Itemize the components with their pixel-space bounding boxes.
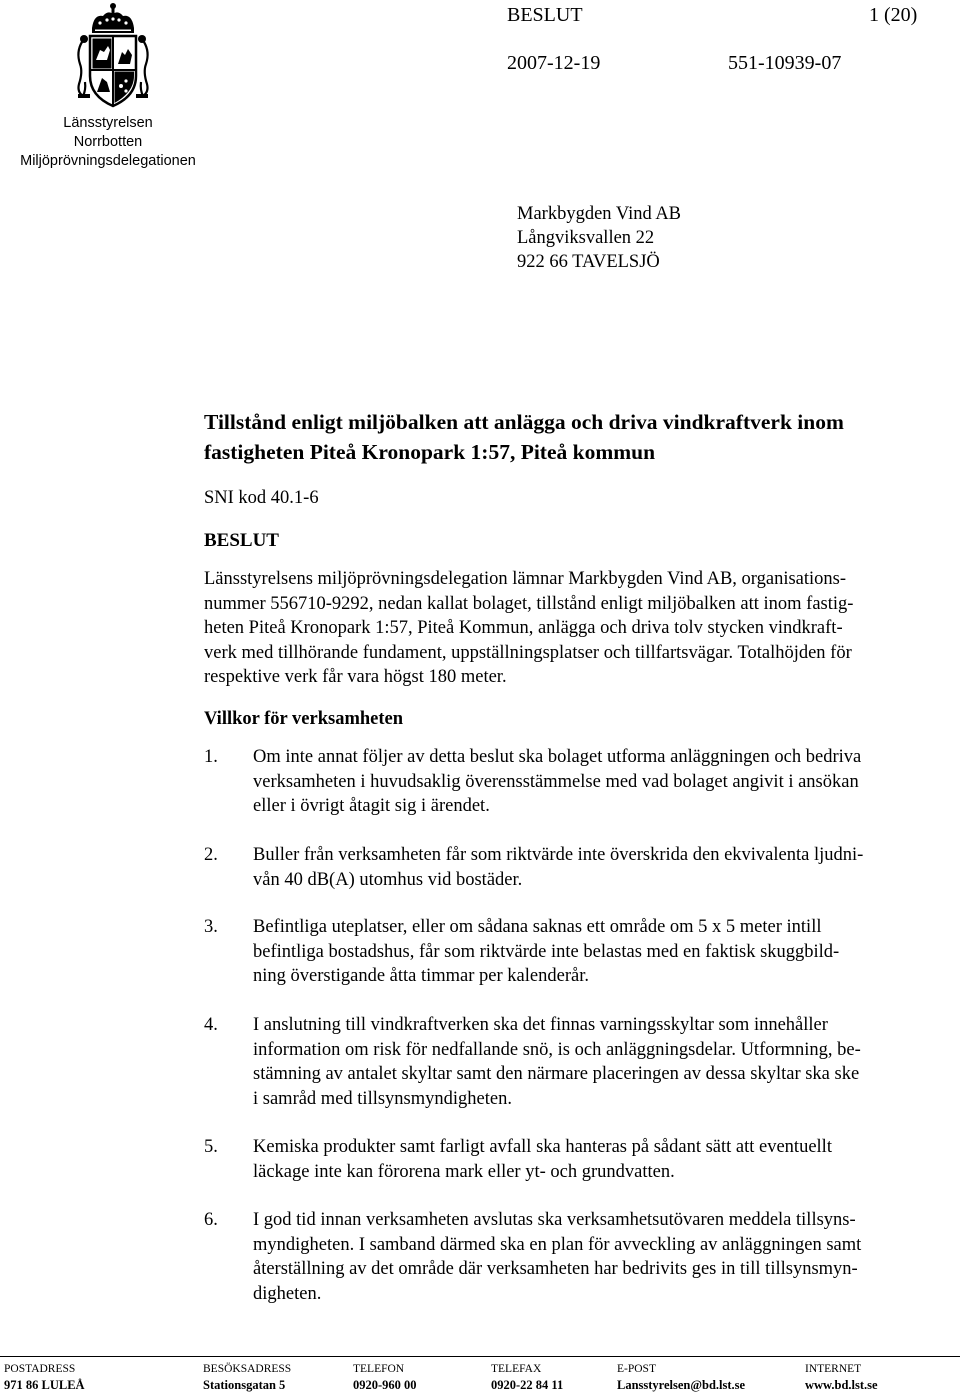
recipient-line: Markbygden Vind AB (517, 204, 682, 224)
subject-line: fastigheten Piteå Kronopark 1:57, Piteå kommun (204, 440, 656, 464)
footer-label: TELEFAX (491, 1363, 542, 1375)
page-number: 1 (20) (869, 4, 918, 26)
condition-line: eller i övrigt åtagit sig i ärendet. (253, 796, 490, 816)
footer-website (805, 1361, 878, 1393)
document-type: BESLUT (507, 4, 583, 26)
paragraph-line: heten Piteå Kronopark 1:57, Piteå Kommun, anlägga och driva tolv stycken vindkraft- (204, 618, 843, 638)
condition-number: 1. (204, 747, 218, 767)
condition-line: Befintliga uteplatser, eller om sådana saknas ett område om 5 x 5 meter intill (253, 917, 822, 937)
footer-value: www.bd.lst.se (805, 1378, 878, 1392)
condition-line: återställning av det område där verksamheten har bedrivits ges in till tillsynsmyn- (253, 1259, 858, 1279)
conditions-heading: Villkor för verksamheten (204, 709, 404, 729)
condition-line: Buller från verksamheten får som riktvärde inte överskrida den ekvivalenta ljudni- (253, 845, 864, 865)
condition-line: stämning av antalet skyltar samt den närmare placeringen av dessa skyltar ska ske (253, 1064, 860, 1084)
document-date: 2007-12-19 (507, 52, 601, 74)
footer-phone (353, 1361, 417, 1393)
paragraph-line: verk med tillhörande fundament, uppställningsplatser och tillfartsvägar. Totalhöjden för (204, 642, 852, 663)
sni-code: SNI kod 40.1-6 (204, 488, 319, 508)
condition-line: Om inte annat följer av detta beslut ska bolaget utforma anläggningen och bedriva (253, 747, 862, 767)
condition-line: läckage inte kan förorena mark eller yt- och grundvatten. (253, 1161, 675, 1182)
condition-line: vån 40 dB(A) utomhus vid bostäder. (253, 869, 523, 890)
footer-email (617, 1361, 745, 1393)
decision-heading: BESLUT (204, 530, 279, 551)
footer-label: POSTADRESS (4, 1363, 76, 1375)
authority-line: Länsstyrelsen (63, 115, 153, 131)
subject-heading (204, 407, 844, 467)
condition-number: 6. (204, 1210, 218, 1230)
condition-text (253, 1208, 861, 1306)
condition-line: i samråd med tillsynsmyndigheten. (253, 1088, 512, 1109)
coat-of-arms-logo (70, 2, 156, 112)
issuing-authority (8, 114, 208, 171)
condition-line: digheten. (253, 1283, 322, 1304)
condition-text (253, 915, 839, 989)
footer-label: BESÖKSADRESS (203, 1363, 292, 1375)
paragraph-line: Länsstyrelsens miljöprövningsdelegation lämnar Markbygden Vind AB, organisations- (204, 569, 847, 589)
decision-paragraph (204, 567, 954, 690)
footer-value: Lansstyrelsen@bd.lst.se (617, 1378, 746, 1392)
condition-line: myndigheten. I samband därmed ska en plan för avveckling av anläggningen samt (253, 1234, 862, 1255)
condition-text (253, 745, 861, 819)
condition-number: 2. (204, 845, 218, 865)
condition-line: Kemiska produkter samt farligt avfall ska hanteras på sådant sätt att eventuellt (253, 1137, 832, 1157)
recipient-line: 922 66 TAVELSJÖ (517, 252, 660, 272)
condition-line: ning överstigande åtta timmar per kalenderår. (253, 966, 589, 986)
footer-value: 0920-960 00 (353, 1378, 417, 1392)
footer-value: Stationsgatan 5 (203, 1378, 286, 1392)
condition-number: 4. (204, 1015, 218, 1035)
condition-line: information om risk för nedfallande snö, is och anläggningsdelar. Utformning, be- (253, 1039, 861, 1060)
footer-value: 0920-22 84 11 (491, 1378, 564, 1392)
footer-label: TELEFON (353, 1363, 405, 1375)
recipient-line: Långviksvallen 22 (517, 228, 655, 248)
authority-line: Miljöprövningsdelegationen (20, 153, 196, 169)
footer-label: INTERNET (805, 1363, 862, 1375)
footer-label: E-POST (617, 1363, 656, 1375)
condition-line: befintliga bostadshus, får som riktvärde inte belastas med en faktisk skuggbild- (253, 941, 840, 962)
condition-number: 5. (204, 1137, 218, 1157)
reference-number: 551-10939-07 (728, 52, 842, 74)
footer-divider (0, 1356, 960, 1357)
condition-text (253, 843, 863, 892)
paragraph-line: nummer 556710-9292, nedan kallat bolaget, tillstånd enligt miljöbalken att inom fastig- (204, 593, 854, 614)
condition-text (253, 1013, 861, 1111)
footer-postal-address (4, 1361, 85, 1393)
footer-fax (491, 1361, 563, 1393)
condition-line: I anslutning till vindkraftverken ska det finnas varningsskyltar som innehåller (253, 1015, 828, 1035)
condition-number: 3. (204, 917, 218, 937)
condition-text (253, 1135, 832, 1184)
footer-visiting-address (203, 1361, 291, 1393)
condition-line: I god tid innan verksamheten avslutas ska verksamhetsutövaren meddela tillsyns- (253, 1210, 856, 1230)
recipient-address (517, 202, 681, 274)
subject-line: Tillstånd enligt miljöbalken att anlägga och driva vindkraftverk inom (204, 410, 844, 434)
condition-line: verksamheten i huvudsaklig överensstämmelse med vad bolaget angivit i ansökan (253, 771, 859, 792)
footer-value: 971 86 LULEÅ (4, 1378, 85, 1392)
paragraph-line: respektive verk får vara högst 180 meter. (204, 667, 507, 687)
authority-line: Norrbotten (73, 134, 143, 150)
